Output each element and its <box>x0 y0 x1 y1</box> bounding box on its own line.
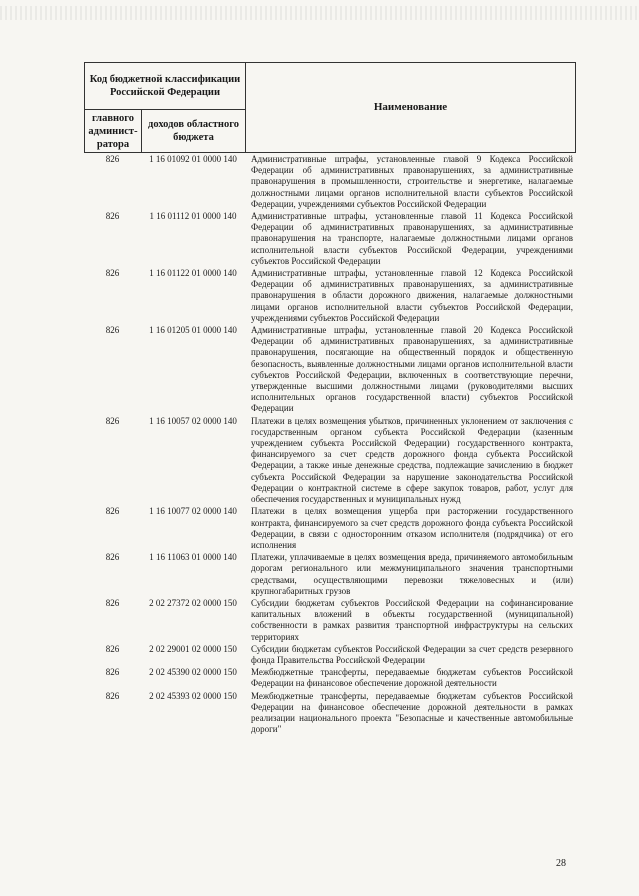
table-row <box>84 666 575 689</box>
description-cell: Административные штрафы, установленные главой 11 Кодекса Российской Федерации об административных правонарушениях, за административные правонарушения на транспорте, налагаемые должностными лицами органов исполнительной власти субъектов Российской Федерации, учреждениями субъектов Российской Федерации <box>251 211 573 266</box>
admin-code-cell: 826 <box>105 325 120 336</box>
income-code-cell: 2 02 29001 02 0000 150 <box>149 643 237 654</box>
table-row <box>84 643 575 666</box>
description-cell: Платежи, уплачиваемые в целях возмещения вреда, причиняемого автомобильным дорогам регионального или межмуниципального значения транспортными средствами, осуществляющими перевозки тяжеловесных и (или) крупногабаритных грузов <box>251 552 573 596</box>
header-income-col: доходов областного бюджета <box>142 110 246 153</box>
income-code-cell: 1 16 01092 01 0000 140 <box>149 154 237 164</box>
page-number: 28 <box>556 858 566 869</box>
income-code-cell: 1 16 10057 02 0000 140 <box>149 415 237 426</box>
description-cell: Межбюджетные трансферты, передаваемые бюджетам субъектов Российской Федерации на финансовое обеспечение дорожной деятельности в рамках реализации национального проекта "Безопасные и качественные автомобильные дороги" <box>251 690 573 735</box>
table-header <box>84 62 576 153</box>
admin-code-cell: 826 <box>105 597 120 608</box>
admin-code-cell: 826 <box>105 154 120 164</box>
admin-code-cell: 826 <box>105 506 120 517</box>
table-row <box>84 551 575 597</box>
admin-code-cell: 826 <box>105 643 120 654</box>
table-row <box>84 415 575 506</box>
income-code-cell: 2 02 45393 02 0000 150 <box>149 690 237 701</box>
admin-code-cell: 826 <box>105 268 120 279</box>
income-code-cell: 1 16 01122 01 0000 140 <box>149 268 237 279</box>
table-row <box>84 210 575 267</box>
admin-code-cell: 826 <box>105 415 120 426</box>
admin-code-cell: 826 <box>105 211 120 222</box>
document-page <box>84 62 575 735</box>
description-cell: Платежи в целях возмещения ущерба при расторжении государственного контракта, финансируемого за счет средств дорожного фонда субъекта Российской Федерации, в связи с односторонним отказом исполнителя (подрядчика) от его исполнения <box>251 506 573 550</box>
description-cell: Административные штрафы, установленные главой 9 Кодекса Российской Федерации об административных правонарушениях, за административные правонарушения в промышленности, строительстве и энергетике, налагаемые должностными лицами органов исполнительной власти субъектов Российской Федерации, учреждениями субъектов Российской Федерации <box>251 154 573 209</box>
table-row <box>84 597 575 643</box>
table-body <box>84 153 575 735</box>
description-cell: Административные штрафы, установленные главой 20 Кодекса Российской Федерации об административных правонарушениях, за административные правонарушения, посягающие на общественный порядок и общественную безопасность, выявленные должностными лицами органов исполнительной власти субъектов Российской Федерации, включенных в соответствующие перечни, утвержденные высшими должностными лицами (руководителями высших исполнительных органов государственной власти) субъектов Российской Федерации <box>251 325 573 414</box>
table-row <box>84 690 575 736</box>
description-cell: Платежи в целях возмещения убытков, причиненных уклонением от заключения с государственным органом субъекта Российской Федерации (казенным учреждением субъекта Российской Федерации) государственного контракта, финансируемого за счет средств дорожного фонда субъекта Российской Федерации, а также иные денежные средства, подлежащие зачислению в бюджет субъекта Российской Федерации за нарушение законодательства Российской Федерации о контрактной системе в сфере закупок товаров, работ, услуг для обеспечения государственных и муниципальных нужд <box>251 415 573 505</box>
description-cell: Межбюджетные трансферты, передаваемые бюджетам субъектов Российской Федерации на финансовое обеспечение дорожной деятельности <box>251 667 573 689</box>
header-budget-code-group: Код бюджетной классификации Российской Федерации <box>85 63 246 110</box>
description-cell: Субсидии бюджетам субъектов Российской Федерации на софинансирование капитальных вложений в объекты государственной (муниципальной) собственности в рамках развития транспортной инфраструктуры на сельских территориях <box>251 597 573 642</box>
scan-noise <box>0 6 639 20</box>
header-admin-col: главного админист-ратора <box>85 110 142 153</box>
table-row <box>84 505 575 551</box>
income-code-cell: 1 16 10077 02 0000 140 <box>149 506 237 517</box>
admin-code-cell: 826 <box>105 690 120 701</box>
header-name: Наименование <box>246 63 576 153</box>
table-row <box>84 324 575 415</box>
income-code-cell: 2 02 27372 02 0000 150 <box>149 597 237 608</box>
description-cell: Субсидии бюджетам субъектов Российской Федерации за счет средств резервного фонда Правительства Российской Федерации <box>251 643 573 665</box>
income-code-cell: 2 02 45390 02 0000 150 <box>149 667 237 678</box>
description-cell: Административные штрафы, установленные главой 12 Кодекса Российской Федерации об административных правонарушениях, за административные правонарушения в области дорожного движения, налагаемые должностными лицами органов исполнительной власти субъектов Российской Федерации, учреждениями субъектов Российской Федерации <box>251 268 573 323</box>
table-row <box>84 267 575 324</box>
table-row <box>84 153 575 210</box>
admin-code-cell: 826 <box>105 552 120 563</box>
income-code-cell: 1 16 11063 01 0000 140 <box>149 552 237 563</box>
income-code-cell: 1 16 01205 01 0000 140 <box>149 325 237 336</box>
income-code-cell: 1 16 01112 01 0000 140 <box>149 211 237 222</box>
admin-code-cell: 826 <box>105 667 120 678</box>
